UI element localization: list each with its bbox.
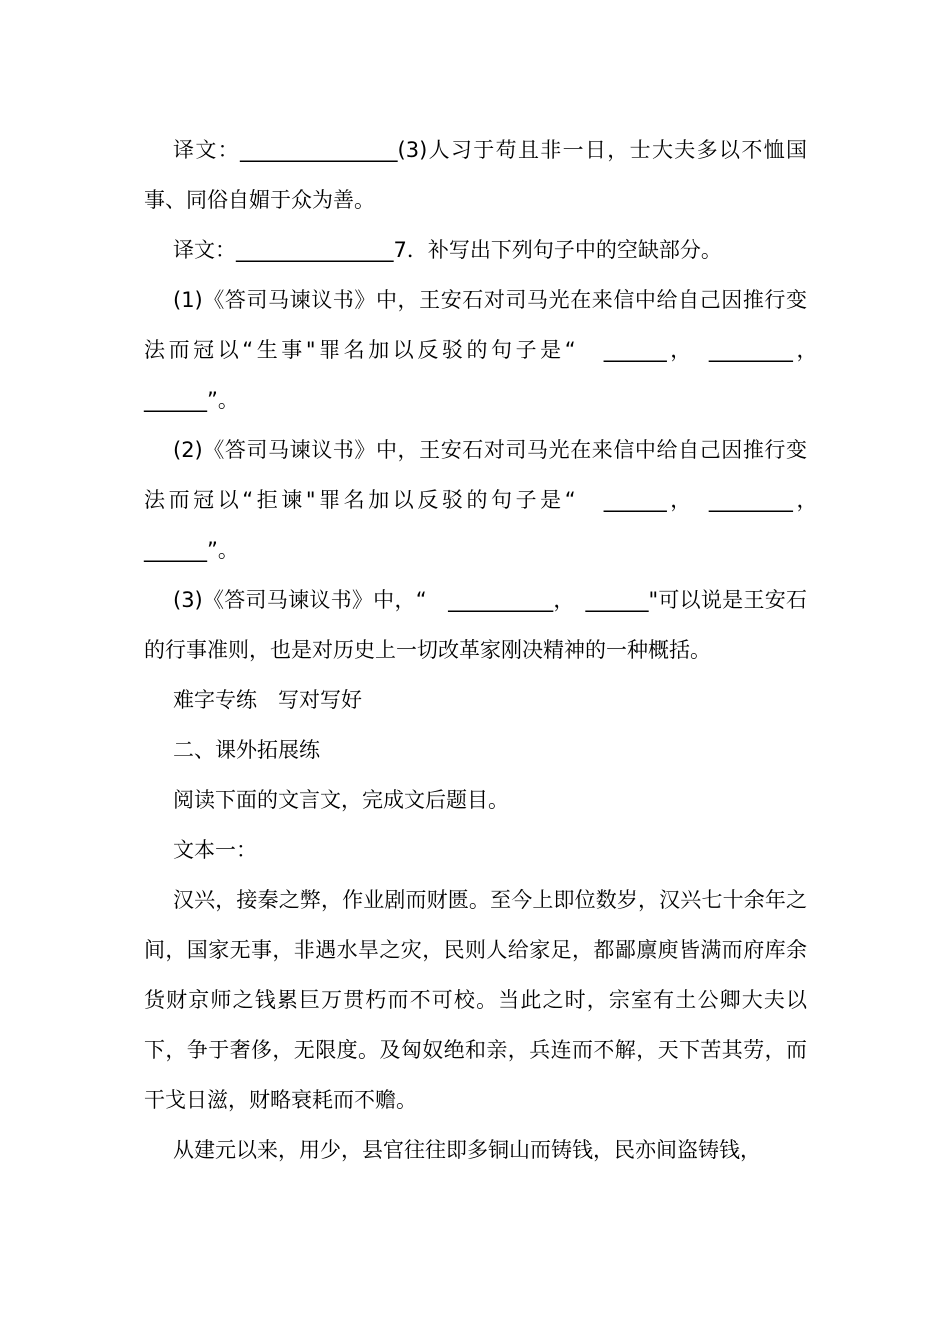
document-body	[144, 125, 828, 1175]
paragraph-classical-text-1: 汉兴，接秦之弊，作业剧而财匮。至今上即位数岁，汉兴七十余年之间，国家无事，非遇水旱之灾，民则人给家足，都鄙廪庾皆满而府库余货财京师之钱累巨万贯朽而不可校。当此之时，宗室有土公卿大夫以下，争于奢侈，无限度。及匈奴绝和亲，兵连而不解，天下苦其劳，而干戈日滋，财略衰耗而不赡。	[144, 888, 807, 1112]
paragraph-fill-blank-2: (2)《答司马谏议书》中，王安石对司马光在来信中给自己因推行变法而冠以“拒谏"罪名加以反驳的句子是“ ______， ________， ______”。	[144, 438, 828, 562]
paragraph-fill-blank-1: (1)《答司马谏议书》中，王安石对司马光在来信中给自己因推行变法而冠以“生事"罪名加以反驳的句子是“ ______， ________， ______”。	[144, 288, 828, 412]
paragraph-fill-blank-3: (3)《答司马谏议书》中，“ __________， ______"可以说是王安石的行事准则，也是对历史上一切改革家刚决精神的一种概括。	[144, 588, 807, 662]
paragraph-classical-text-2: 从建元以来，用少，县官往往即多铜山而铸钱，民亦间盗铸钱，	[173, 1138, 761, 1162]
paragraph-translation-3: 译文：_______________(3)人习于苟且非一日，士大夫多以不恤国事、同俗自媚于众为善。	[144, 138, 807, 212]
section-heading-extension: 二、课外拓展练	[173, 738, 320, 762]
paragraph-instruction: 阅读下面的文言文，完成文后题目。	[173, 788, 509, 812]
text-one-label: 文本一：	[173, 838, 257, 862]
section-heading-hard-words: 难字专练 写对写好	[173, 688, 362, 712]
paragraph-translation-q7: 译文：_______________7．补写出下列句子中的空缺部分。	[173, 238, 722, 262]
